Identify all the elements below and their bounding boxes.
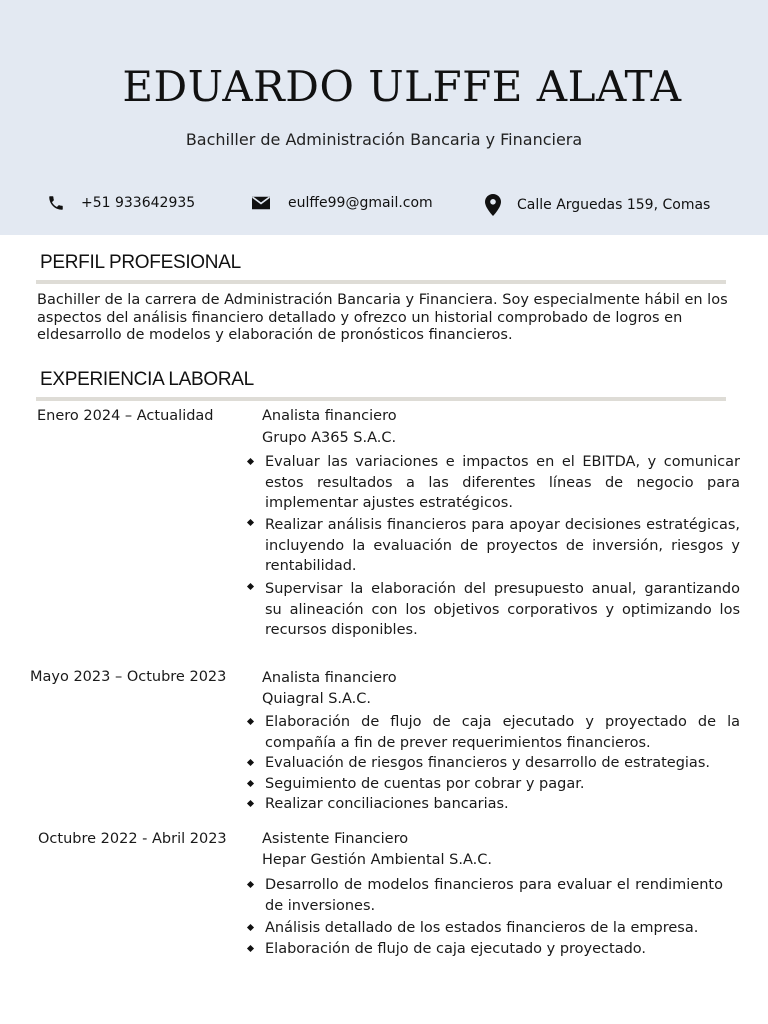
- job-role: Analista financiero: [262, 408, 397, 424]
- bullet-icon: [247, 800, 254, 807]
- job-task: Elaboración de flujo de caja ejecutado y proyectado de la compañía a fin de prever requerimientos financieros.: [265, 714, 740, 751]
- mail-icon: [250, 194, 272, 212]
- job-task: Desarrollo de modelos financieros para evaluar el rendimiento de inversiones.: [265, 877, 723, 914]
- phone-icon: [47, 194, 65, 212]
- job-role: Asistente Financiero: [262, 831, 409, 847]
- bullet-icon: [247, 718, 254, 725]
- profile-heading: PERFIL PROFESIONAL: [40, 252, 241, 273]
- email-text: eulffe99@gmail.com: [288, 195, 433, 211]
- bullet-icon: [247, 583, 254, 590]
- job-task: Evaluar las variaciones e impactos en el EBITDA, y comunicar estos resultados a las diferentes líneas de negocio para implementar ajustes estratégicos.: [265, 454, 740, 511]
- bullet-icon: [247, 881, 254, 888]
- job-company: Hepar Gestión Ambiental S.A.C.: [262, 852, 492, 868]
- job-task: Evaluación de riesgos financieros y desarrollo de estrategias.: [265, 755, 710, 771]
- job-company: Grupo A365 S.A.C.: [262, 430, 397, 446]
- bullet-icon: [247, 945, 254, 952]
- contact-phone: [47, 194, 195, 212]
- location-pin-icon: [485, 194, 501, 216]
- contact-address: [485, 194, 710, 216]
- job-task: Análisis detallado de los estados financieros de la empresa.: [265, 920, 699, 936]
- profile-divider: [36, 280, 726, 284]
- contact-email: [250, 194, 433, 212]
- bullet-icon: [247, 780, 254, 787]
- job-period: Mayo 2023 – Octubre 2023: [30, 669, 227, 685]
- job-task: Seguimiento de cuentas por cobrar y pagar.: [265, 776, 585, 792]
- bullet-icon: [247, 458, 254, 465]
- experience-divider: [36, 397, 726, 401]
- candidate-name: EDUARDO ULFFE ALATA: [122, 62, 682, 111]
- candidate-title: Bachiller de Administración Bancaria y Financiera: [185, 130, 583, 149]
- experience-heading: EXPERIENCIA LABORAL: [40, 369, 254, 390]
- job-company: Quiagral S.A.C.: [262, 691, 372, 707]
- address-text: Calle Arguedas 159, Comas: [517, 197, 711, 213]
- job-period: Octubre 2022 - Abril 2023: [38, 831, 227, 847]
- phone-text: +51 933642935: [81, 195, 196, 211]
- job-task: Supervisar la elaboración del presupuesto anual, garantizando su alineación con los objetivos corporativos y optimizando los recursos disponibles.: [265, 581, 740, 638]
- job-period: Enero 2024 – Actualidad: [37, 408, 214, 424]
- profile-text: Bachiller de la carrera de Administración Bancaria y Financiera. Soy especialmente hábil en los aspectos del análisis financiero detallado y ofrezco un historial comprobado de logros en eldesarrollo de modelos y elaboración de pronósticos financieros.: [37, 292, 728, 343]
- job-task: Elaboración de flujo de caja ejecutado y proyectado.: [265, 941, 647, 957]
- job-task: Realizar conciliaciones bancarias.: [265, 796, 509, 812]
- job-task: Realizar análisis financieros para apoyar decisiones estratégicas, incluyendo la evaluación de proyectos de inversión, riesgos y rentabilidad.: [265, 517, 740, 574]
- bullet-icon: [247, 519, 254, 526]
- job-role: Analista financiero: [262, 670, 397, 686]
- bullet-icon: [247, 924, 254, 931]
- bullet-icon: [247, 759, 254, 766]
